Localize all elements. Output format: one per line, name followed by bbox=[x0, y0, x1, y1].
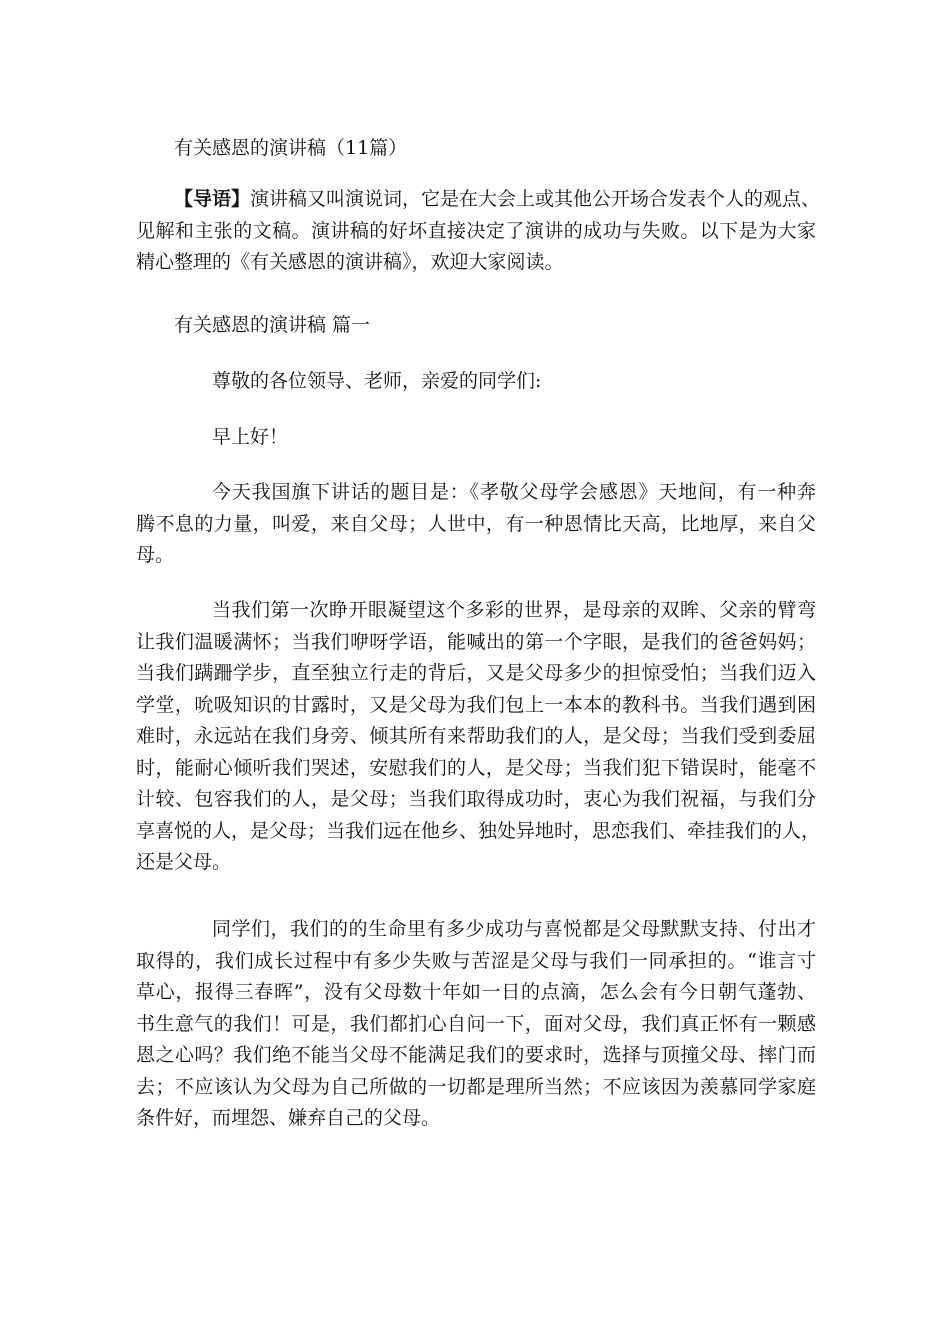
paragraph-1 bbox=[136, 477, 816, 572]
section-heading: 有关感恩的演讲稿 篇一 bbox=[174, 314, 371, 336]
intro-line-2: 见解和主张的文稿。演讲稿的好坏直接决定了演讲的成功与失败。以下是为大家 bbox=[136, 219, 816, 242]
p2-line-1: 当我们第一次睁开眼凝望这个多彩的世界，是母亲的双眸、父亲的臂弯 bbox=[212, 599, 816, 621]
document-title: 有关感恩的演讲稿（11篇） bbox=[174, 137, 408, 159]
p2-line-6: 时，能耐心倾听我们哭述，安慰我们的人，是父母；当我们犯下错误时，能毫不 bbox=[136, 756, 816, 779]
p3-line-2: 取得的，我们成长过程中有多少失败与苦涩是父母与我们一同承担的。“谁言寸 bbox=[136, 949, 816, 972]
intro-line-1 bbox=[136, 184, 821, 216]
paragraph-2 bbox=[136, 595, 821, 879]
p3-line-6: 去；不应该认为父母为自己所做的一切都是理所当然；不应该因为羡慕同学家庭 bbox=[136, 1075, 816, 1098]
p1-line-1: 今天我国旗下讲话的题目是：《孝敬父母学会感恩》天地间，有一种奔 bbox=[212, 481, 816, 503]
intro-paragraph bbox=[136, 184, 821, 279]
p2-line-5: 难时，永远站在我们身旁、倾其所有来帮助我们的人，是父母；当我们受到委屈 bbox=[136, 725, 816, 747]
p1-line-2: 腾不息的力量，叫爱，来自父母；人世中，有一种恩情比天高，比地厚，来自父 bbox=[136, 512, 816, 535]
p2-line-9: 还是父母。 bbox=[136, 851, 232, 873]
p3-line-7: 条件好，而埋怨、嫌弃自己的父母。 bbox=[136, 1107, 441, 1129]
p3-line-5: 恩之心吗？我们绝不能当父母不能满足我们的要求时，选择与顶撞父母、摔门而 bbox=[136, 1044, 816, 1066]
p3-line-1: 同学们，我们的的生命里有多少成功与喜悦都是父母默默支持、付出才 bbox=[212, 918, 816, 940]
p3-line-3: 草心，报得三春晖”，没有父母数十年如一日的点滴，怎么会有今日朝气蓬勃、 bbox=[136, 981, 816, 1003]
p2-line-3: 当我们蹒跚学步，直至独立行走的背后，又是父母多少的担惊受怕；当我们迈入 bbox=[136, 662, 816, 684]
p2-line-7: 计较、包容我们的人，是父母；当我们取得成功时，衷心为我们祝福，与我们分 bbox=[136, 788, 816, 810]
intro-line-1-text: 演讲稿又叫演说词，它是在大会上或其他公开场合发表个人的观点、 bbox=[250, 188, 821, 210]
intro-line-3: 精心整理的《有关感恩的演讲稿》，欢迎大家阅读。 bbox=[136, 251, 564, 273]
p1-line-3: 母。 bbox=[136, 544, 175, 566]
p2-line-8: 享喜悦的人，是父母；当我们远在他乡、独处异地时，思恋我们、牵挂我们的人， bbox=[136, 819, 821, 842]
p2-line-2: 让我们温暖满怀；当我们咿呀学语，能喊出的第一个字眼，是我们的爸爸妈妈； bbox=[136, 630, 816, 653]
intro-lead-label: 【导语】 bbox=[174, 188, 251, 210]
p2-line-4: 学堂，吮吸知识的甘露时，又是父母为我们包上一本本的教科书。当我们遇到困 bbox=[136, 693, 816, 716]
salutation: 尊敬的各位领导、老师，亲爱的同学们: bbox=[212, 370, 542, 392]
greeting: 早上好！ bbox=[212, 426, 289, 448]
p3-line-4: 书生意气的我们！可是，我们都扪心自问一下，面对父母，我们真正怀有一颗感 bbox=[136, 1012, 816, 1035]
paragraph-3 bbox=[136, 914, 816, 1135]
